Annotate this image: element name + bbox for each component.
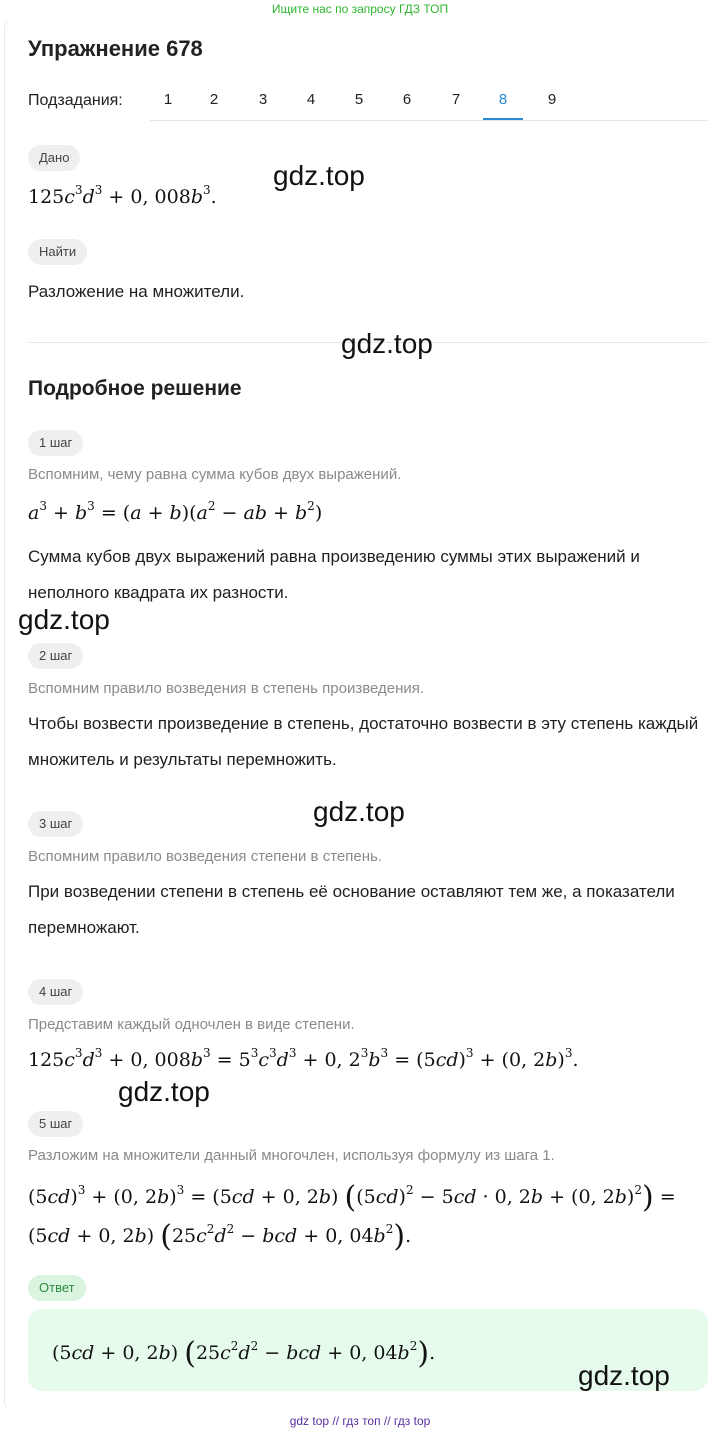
- step-4-hint: Представим каждый одночлен в виде степени.: [28, 1016, 355, 1033]
- step-3-text: При возведении степени в степень её основание оставляют тем же, а показатели перемножают.: [28, 882, 675, 937]
- step-5-formula-line-2: (5cd + 0, 2b) ($25c^2d^2$ − bcd + 0, $04b^2$).: [28, 1219, 412, 1254]
- answer-formula: (5cd + 0, 2b) ($25c^2d^2$ − bcd + 0, $04b^2$).: [52, 1336, 436, 1371]
- find-text: Разложение на множители.: [28, 282, 245, 301]
- step-1-badge: 1 шаг: [28, 430, 83, 456]
- step-4-badge: 4 шаг: [28, 979, 83, 1005]
- tab-subtask-1[interactable]: 1: [163, 91, 173, 108]
- subtasks-label: Подзадания:: [28, 92, 123, 109]
- step-1-formula: $a^3 + b^3 = (a + b)(a^2$ − ab + $b^2$): [28, 499, 323, 524]
- tab-subtask-9[interactable]: 9: [547, 91, 557, 108]
- page-title: Упражнение 678: [28, 36, 203, 61]
- step-1-hint: Вспомним, чему равна сумма кубов двух выражений.: [28, 466, 402, 483]
- step-3-badge: 3 шаг: [28, 811, 83, 837]
- tab-subtask-6[interactable]: 6: [402, 91, 412, 108]
- step-5-formula-line-1: $(5cd)^3 + (0$, 2b)$^3$ = (5cd + 0, 2b) ($(5cd)^2 - 5cd \cdot 0$, 2b + (0, 2b)$^2$) =: [28, 1180, 676, 1215]
- step-1-text: Сумма кубов двух выражений равна произведению суммы этих выражений и неполного квадрата их разности.: [28, 547, 640, 602]
- watermark: gdz.top: [118, 1076, 210, 1107]
- tab-subtask-2[interactable]: 2: [209, 91, 219, 108]
- find-badge: Найти: [28, 239, 87, 265]
- watermark: gdz.top: [578, 1360, 670, 1391]
- step-2-hint: Вспомним правило возведения в степень произведения.: [28, 680, 425, 697]
- footer-links[interactable]: gdz top // гдз топ // гдз top: [289, 1414, 431, 1428]
- tab-subtask-4[interactable]: 4: [306, 91, 316, 108]
- given-expression: $125c^3d^3 + 0$, $008b^3$.: [28, 183, 217, 208]
- step-3-hint: Вспомним правило возведения степени в степень.: [28, 848, 382, 865]
- step-5-badge: 5 шаг: [28, 1111, 83, 1137]
- top-banner[interactable]: Ищите нас по запросу ГДЗ ТОП: [271, 2, 449, 16]
- answer-badge: Ответ: [28, 1275, 86, 1301]
- subtasks-divider: [150, 120, 708, 121]
- step-2-badge: 2 шаг: [28, 643, 83, 669]
- step-5-hint: Разложим на множители данный многочлен, используя формулу из шага 1.: [28, 1147, 555, 1164]
- watermark: gdz.top: [313, 796, 405, 827]
- watermark: gdz.top: [341, 328, 433, 359]
- tab-subtask-8[interactable]: 8: [483, 90, 523, 120]
- solution-heading: Подробное решение: [28, 377, 242, 400]
- watermark: gdz.top: [18, 604, 110, 635]
- watermark: gdz.top: [273, 160, 365, 191]
- tab-subtask-3[interactable]: 3: [258, 91, 268, 108]
- subtasks-nav: [28, 88, 708, 122]
- step-2-text: Чтобы возвести произведение в степень, достаточно возвести в эту степень каждый множитель и результаты перемножить.: [28, 714, 699, 769]
- tab-subtask-5[interactable]: 5: [354, 91, 364, 108]
- given-badge: Дано: [28, 145, 80, 171]
- step-4-formula: $125c^3d^3 + 0$, $008b^3 = 5^3c^3d^3 + 0$, $2^3b^3 = (5cd)^3 + (0$, 2b)$^3$.: [28, 1046, 579, 1071]
- tab-subtask-7[interactable]: 7: [451, 91, 461, 108]
